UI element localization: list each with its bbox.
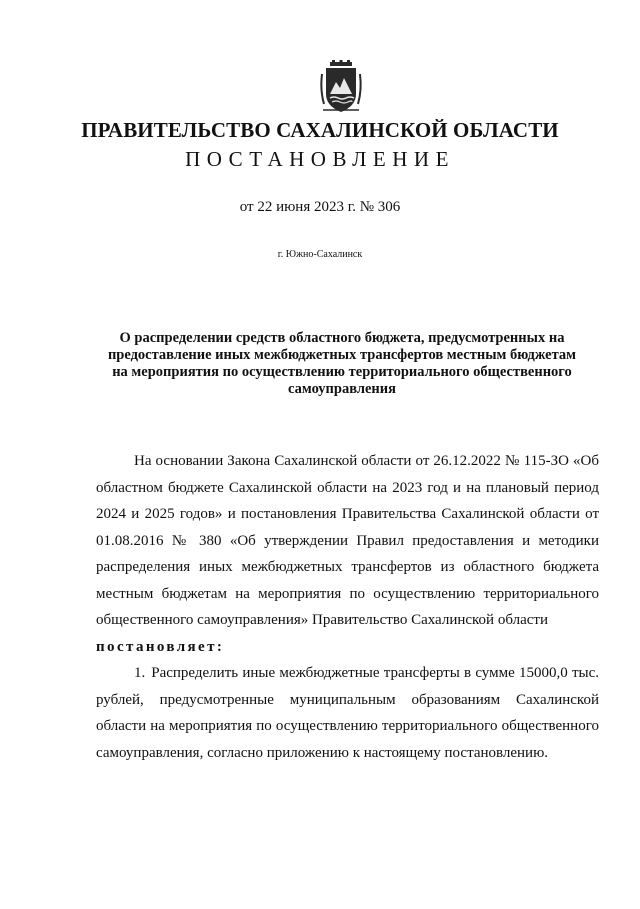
document-type: ПОСТАНОВЛЕНИЕ	[185, 147, 455, 171]
document-body	[96, 448, 599, 766]
document-date-number: от 22 июня 2023 г. № 306	[239, 199, 401, 215]
decree-word: постановляет:	[96, 638, 225, 655]
government-title: ПРАВИТЕЛЬСТВО САХАЛИНСКОЙ ОБЛАСТИ	[81, 118, 559, 142]
item-1-paragraph	[96, 660, 599, 766]
item-1-text: Распределить иные межбюджетные трансферты в сумме 15000,0 тыс. рублей, предусмотренные муниципальным образованиям Сахалинской области на мероприятия по осуществлению территориального общественного самоуправления, согласно приложению к настоящему постановлению.	[96, 665, 599, 761]
heading-line: предоставление иных межбюджетных трансфертов местным бюджетам	[107, 347, 577, 363]
document-heading	[92, 330, 592, 398]
heading-line: на мероприятия по осуществлению территориального общественного	[112, 364, 572, 380]
item-number: 1.	[134, 665, 146, 681]
document-city: г. Южно-Сахалинск	[277, 249, 363, 260]
preamble-text: На основании Закона Сахалинской области от 26.12.2022 № 115-ЗО «Об областном бюджете Сахалинской области на 2023 год и на плановый период 2024 и 2025 годов» и постановления Правительства Сахалинской области от 01.08.2016 № 380 «Об утверждении Правил предоставления и методики распределения иных межбюджетных трансфертов из областного бюджета местным бюджетам на мероприятия по осуществлению территориального общественного самоуправления» Правительство Сахалинской области	[96, 453, 599, 628]
preamble-paragraph	[96, 448, 599, 634]
sakhalin-coat-of-arms-icon	[320, 60, 366, 116]
heading-line: самоуправления	[288, 381, 396, 397]
heading-line: О распределении средств областного бюджета, предусмотренных на	[119, 330, 565, 346]
